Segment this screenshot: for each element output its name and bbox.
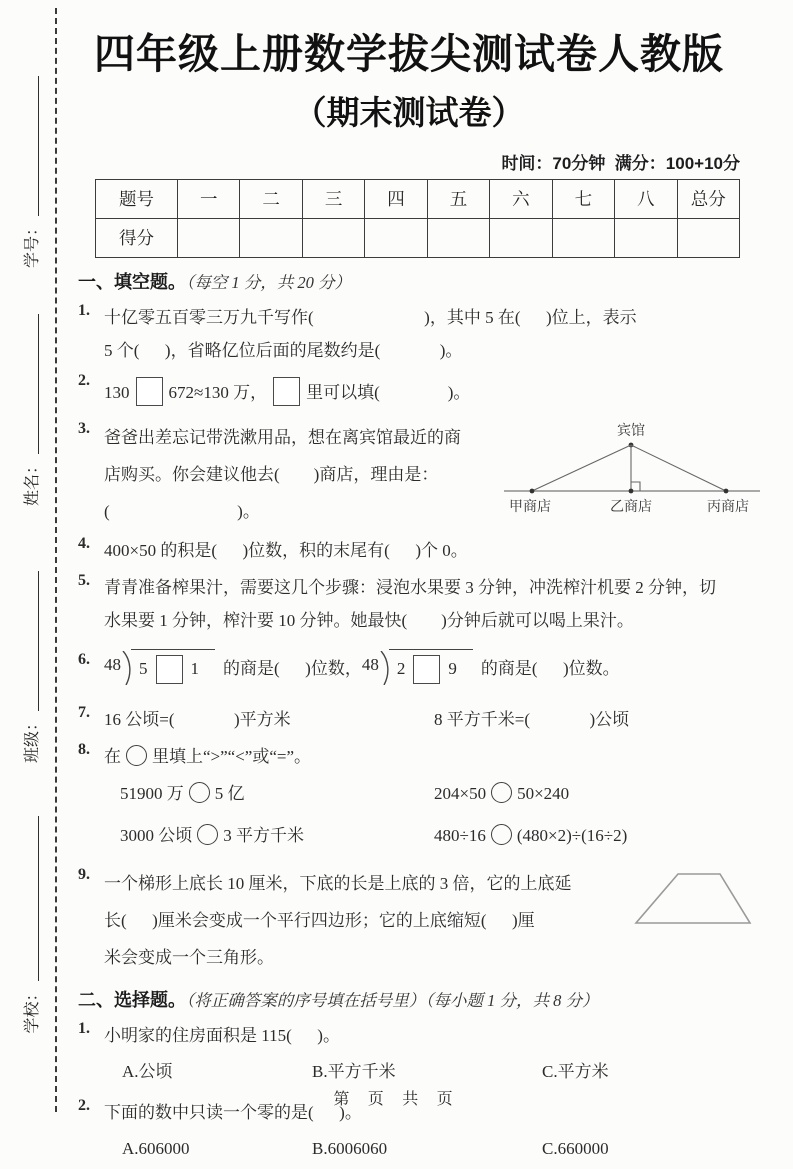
- question-text: 400×50 的积是( )位数，积的末尾有( )个 0。: [104, 540, 468, 560]
- score-header-cell: 八: [615, 179, 677, 218]
- student-id-label: 学号：: [23, 220, 41, 269]
- score-cell: [178, 218, 240, 257]
- shop-b-label: 乙商店: [610, 499, 652, 515]
- question-text: 下面的数中只读一个零的是( )。: [104, 1102, 362, 1122]
- comparison-circle: [189, 782, 210, 803]
- question-5: [78, 571, 740, 637]
- shop-a-label: 甲商店: [509, 499, 551, 515]
- question-text: 十亿零五百零三万九千写作( )，其中 5 在( )位上，表示: [104, 307, 637, 327]
- score-header-cell: 七: [552, 179, 614, 218]
- score-cell: [490, 218, 552, 257]
- question-text: 在: [104, 746, 121, 766]
- comparison-left: 3000 公顷: [120, 825, 193, 845]
- comparison-row: [104, 815, 740, 857]
- exam-page: [78, 30, 749, 1169]
- score-cell: [302, 218, 364, 257]
- question-text: 一个梯形上底长 10 厘米，下底的长是上底的 3 倍，它的上底延: [104, 873, 572, 893]
- question-number: 9.: [78, 865, 90, 883]
- divisor: 48: [361, 654, 379, 674]
- score-header-cell: 题号: [96, 179, 178, 218]
- page-title: 四年级上册数学拔尖测试卷人教版: [94, 31, 724, 77]
- question-2: [78, 371, 740, 415]
- question-text: 店购买。你会建议他去( )商店，理由是：: [104, 464, 439, 484]
- option-c: C.平方米: [542, 1061, 609, 1081]
- conversion-left: 16 公顷=( )平方米: [104, 709, 291, 729]
- question-text: 水果要 1 分钟，榨汁要 10 分钟。她最快( )分钟后就可以喝上果汁。: [104, 610, 634, 630]
- question-text: 里可以填( )。: [306, 382, 471, 402]
- score-cell: [677, 218, 740, 257]
- question-9: [78, 865, 740, 976]
- question-number: 1.: [78, 1019, 90, 1037]
- option-a: A.606000: [122, 1138, 190, 1158]
- question-number: 5.: [78, 571, 90, 589]
- score-header-cell: 三: [302, 179, 364, 218]
- score-cell: [240, 218, 302, 257]
- comparison-circle: [126, 745, 147, 766]
- name-label: 姓名：: [23, 458, 41, 507]
- question-number: 7.: [78, 703, 90, 721]
- score-cell: [552, 218, 614, 257]
- long-division-2: [362, 649, 473, 685]
- section-1-heading: [78, 268, 740, 297]
- question-number: 8.: [78, 740, 90, 758]
- question-number: 6.: [78, 650, 90, 668]
- section-2-heading: [78, 986, 740, 1015]
- student-id-blank-line: [21, 76, 39, 216]
- question-7: [78, 703, 740, 736]
- question-number: 3.: [78, 419, 90, 437]
- question-text: 青青准备榨果汁，需要这几个步骤：浸泡水果要 3 分钟，冲洗榨汁机要 2 分钟，切: [104, 577, 716, 597]
- hotel-distance-diagram: [504, 421, 762, 519]
- question-number: 2.: [78, 371, 90, 389]
- dividend-digit: 1: [190, 659, 199, 679]
- options-row: [104, 1129, 740, 1169]
- question-text: 的商是( )位数，: [223, 659, 362, 679]
- question-text: ( )。: [104, 501, 260, 521]
- comparison-circle: [491, 782, 512, 803]
- dividend-digit: 5: [139, 659, 148, 679]
- fill-blank-box: [273, 377, 300, 406]
- comparison-item: [120, 815, 434, 857]
- question-8: [78, 740, 740, 857]
- section-2-title: 二、选择题。: [78, 989, 186, 1010]
- divisor: 48: [104, 654, 121, 674]
- sidebar-field-name: [13, 305, 47, 515]
- score-header-cell: 五: [427, 179, 489, 218]
- score-cell: [365, 218, 427, 257]
- section-2-note: （将正确答案的序号填在括号里）（每小题 1 分，共 8 分）: [186, 990, 599, 1010]
- question-6: [78, 641, 740, 693]
- question-number: 2.: [78, 1096, 90, 1114]
- score-table-score-row: [96, 218, 740, 257]
- question-text: 672≈130 万，: [168, 382, 268, 402]
- question-4: [78, 534, 740, 567]
- name-blank-line: [21, 314, 39, 454]
- school-blank-line: [21, 817, 39, 982]
- shop-c-label: 丙商店: [707, 499, 749, 515]
- comparison-item: [434, 773, 569, 815]
- fill-blank-box: [136, 377, 163, 406]
- question-1: [78, 301, 740, 367]
- comparison-left: 51900 万: [120, 783, 184, 803]
- score-table: [95, 179, 740, 258]
- score-header-cell: 一: [178, 179, 240, 218]
- comparison-left: 204×50: [434, 783, 487, 803]
- sidebar-field-school: [13, 805, 47, 1045]
- comparison-right: (480×2)÷(16÷2): [516, 825, 628, 845]
- comparison-right: 50×240: [517, 783, 570, 803]
- fill-blank-box: [156, 655, 183, 684]
- option-a: A.公顷: [122, 1061, 173, 1081]
- section-1-note: （每空 1 分，共 20 分）: [186, 272, 351, 292]
- comparison-item: [434, 815, 627, 857]
- question-text: 长( )厘米会变成一个平行四边形；它的上底缩短( )厘: [104, 910, 535, 930]
- option-c: C.660000: [542, 1138, 609, 1158]
- school-label: 学校：: [23, 985, 41, 1034]
- question-3: [78, 419, 749, 530]
- section-1-title: 一、填空题。: [78, 271, 186, 292]
- page-footer: 第 页 共 页: [333, 1091, 460, 1108]
- question-text: [104, 740, 740, 773]
- score-cell: [615, 218, 677, 257]
- question-text: 130: [104, 382, 130, 402]
- class-label: 班级：: [23, 715, 41, 764]
- score-table-header-row: [96, 179, 740, 218]
- choice-question-1: [78, 1019, 740, 1092]
- question-number: 4.: [78, 534, 90, 552]
- long-division-1: [104, 649, 215, 685]
- question-text: 爸爸出差忘记带洗漱用品，想在离宾馆最近的商: [104, 427, 461, 447]
- comparison-right: 3 平方千米: [223, 825, 304, 845]
- score-header-cell: 四: [365, 179, 427, 218]
- sidebar-field-class: [13, 562, 47, 772]
- exam-meta: 时间：70分钟 满分：100+10分: [501, 153, 740, 173]
- class-blank-line: [21, 571, 39, 711]
- question-text: 的商是( )位数。: [480, 659, 620, 679]
- question-text: 小明家的住房面积是 115( )。: [104, 1025, 340, 1045]
- comparison-row: [104, 773, 740, 815]
- question-text: [104, 371, 740, 415]
- score-header-cell: 六: [490, 179, 552, 218]
- comparison-circle: [491, 824, 512, 845]
- sidebar-field-student-id: [13, 67, 47, 277]
- question-text: 米会变成一个三角形。: [104, 947, 274, 967]
- conversion-right: 8 平方千米=( )公顷: [434, 709, 630, 729]
- score-row-label: 得分: [96, 218, 178, 257]
- margin-dashed-line: [55, 8, 57, 1112]
- comparison-left: 480÷16: [434, 825, 486, 845]
- option-b: B.平方千米: [312, 1061, 396, 1081]
- fill-blank-box: [413, 655, 440, 684]
- dividend-digit: 2: [396, 659, 406, 679]
- comparison-circle: [197, 824, 218, 845]
- option-b: B.6006060: [312, 1138, 388, 1158]
- hotel-label: 宾馆: [617, 423, 645, 439]
- comparison-right: 5 亿: [214, 783, 245, 803]
- question-text: 里填上“>”“<”或“=”。: [152, 746, 312, 766]
- page-subtitle: （期末测试卷）: [293, 94, 525, 132]
- score-header-cell: 二: [240, 179, 302, 218]
- question-text: 5 个( )，省略亿位后面的尾数约是( )。: [104, 340, 463, 360]
- trapezoid-shape: [632, 871, 754, 927]
- comparison-item: [120, 773, 434, 815]
- score-cell: [427, 218, 489, 257]
- dividend-digit: 9: [448, 659, 457, 679]
- question-number: 1.: [78, 301, 90, 319]
- score-header-cell: 总分: [677, 179, 740, 218]
